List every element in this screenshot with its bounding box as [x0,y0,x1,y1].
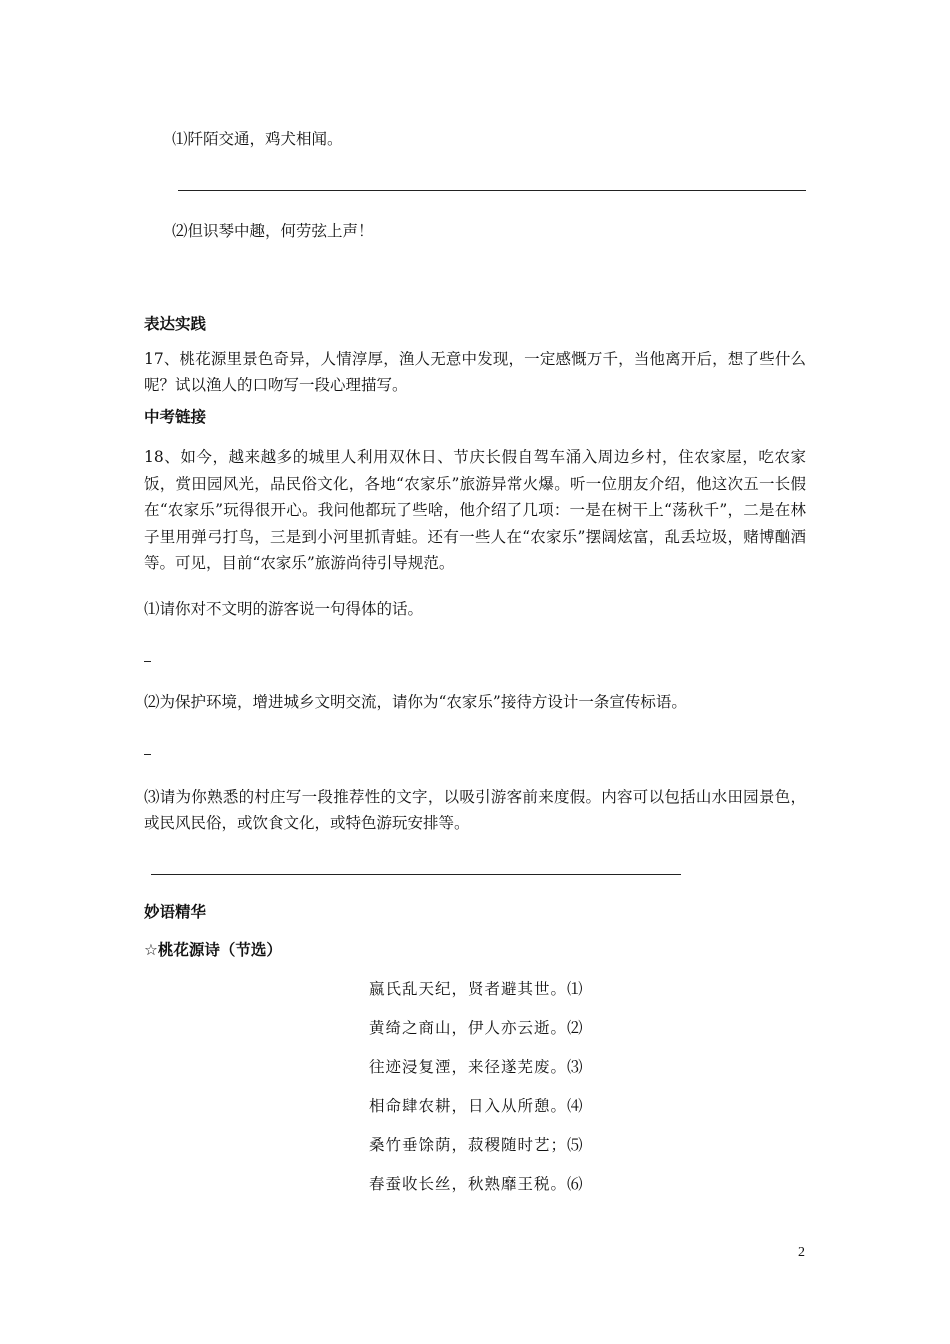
item-1-text: ⑴阡陌交通，鸡犬相闻。 [172,130,343,148]
answer-mark-1 [144,661,151,662]
poem-line-2: 黄绮之商山，伊人亦云逝。⑵ [369,1019,584,1037]
item-2-text: ⑵但识琴中趣，何劳弦上声！ [172,222,374,240]
section-heading-exam: 中考链接 [144,408,207,426]
answer-mark-2 [144,754,151,755]
question-18: 18、如今，越来越多的城里人利用双休日、节庆长假自驾车涌入周边乡村，住农家屋，吃农家饭，赏田园风光，品民俗文化，各地“农家乐”旅游异常火爆。听一位朋友介绍，他这次五一长假在“农家乐”玩得很开心。我问他都玩了些啥，他介绍了几项：一是在树干上“荡秋千”，二是在林子里用弹弓打鸟，三是到小河里抓青蛙。还有一些人在“农家乐”摆阔炫富，乱丢垃圾，赌博酗酒等。可见，目前“农家乐”旅游尚待引导规范。 [144,448,806,572]
section-heading-expression: 表达实践 [144,315,207,333]
subquestion-2: ⑵为保护环境，增进城乡文明交流，请你为“农家乐”接待方设计一条宣传标语。 [144,693,687,711]
answer-line-3 [151,874,681,875]
subquestion-1: ⑴请你对不文明的游客说一句得体的话。 [144,600,424,618]
poem-title: ☆桃花源诗（节选） [144,941,282,959]
poem-line-4: 相命肆农耕，日入从所憩。⑷ [369,1097,584,1115]
answer-line-1 [178,190,806,191]
poem-line-6: 春蚕收长丝，秋熟靡王税。⑹ [369,1175,584,1193]
poem-line-5: 桑竹垂馀荫，菽稷随时艺；⑸ [369,1136,584,1154]
poem-line-3: 往迹浸复湮，来径遂芜废。⑶ [369,1058,584,1076]
question-17: 17、桃花源里景色奇异，人情淳厚，渔人无意中发现，一定感慨万千，当他离开后，想了些什么呢？试以渔人的口吻写一段心理描写。 [144,350,806,394]
poem-line-1: 嬴氏乱天纪，贤者避其世。⑴ [369,980,584,998]
page-number: 2 [798,1245,805,1260]
subquestion-3: ⑶请为你熟悉的村庄写一段推荐性的文字，以吸引游客前来度假。内容可以包括山水田园景色，或民风民俗，或饮食文化，或特色游玩安排等。 [144,788,806,832]
section-heading-quotes: 妙语精华 [144,903,207,921]
